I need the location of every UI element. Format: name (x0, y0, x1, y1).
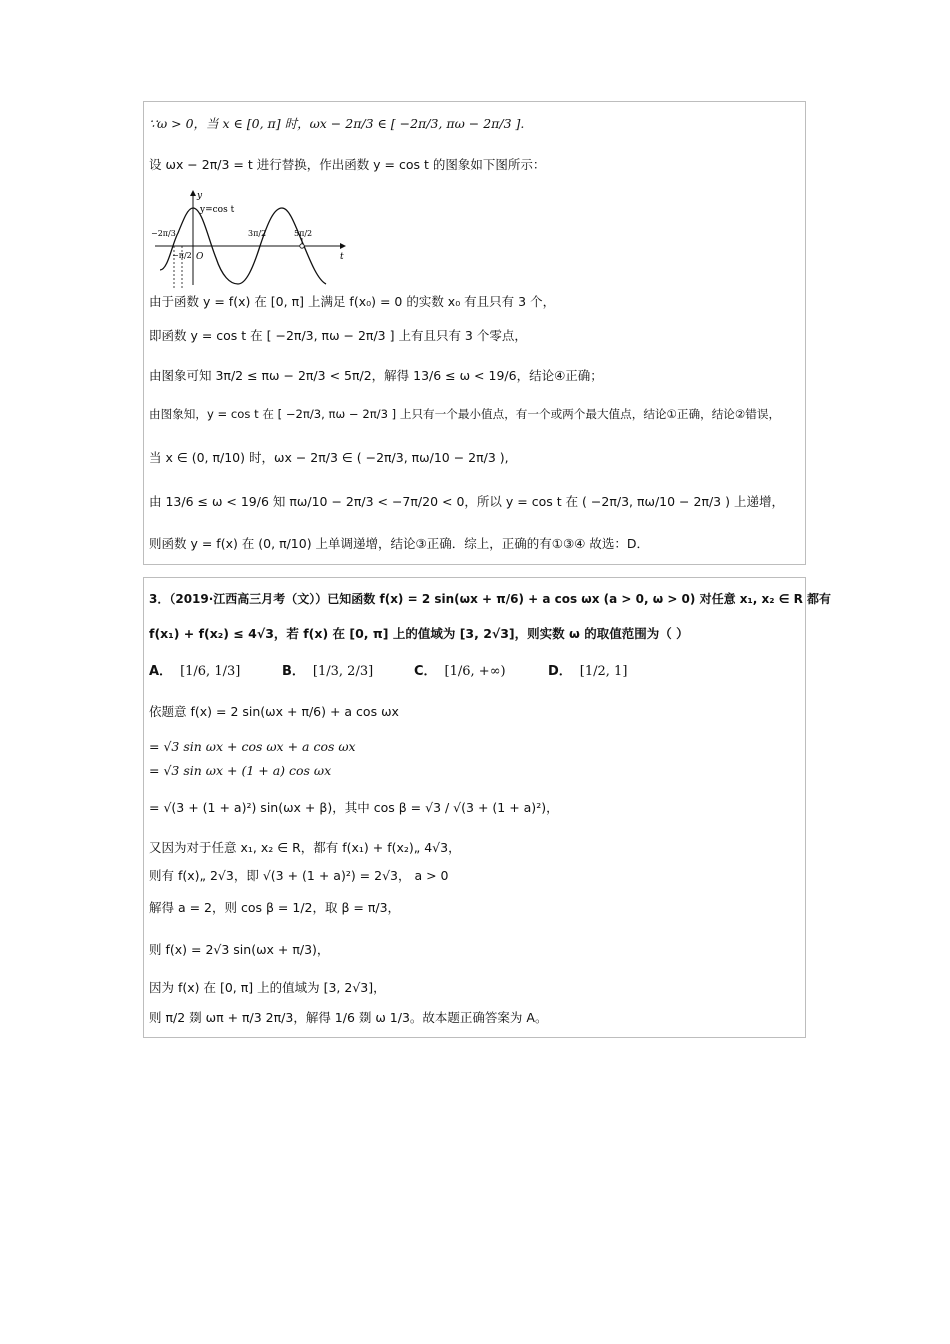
solution-box-1 (143, 101, 806, 565)
solution-line-4: 即函数 y = cos t 在 [ −2π/3, πω − 2π/3 ] 上有且只有 3 个零点， (149, 328, 527, 343)
solution-line-2: 设 ωx − 2π/3 = t 进行替换，作出函数 y = cos t 的图象如下图所示： (149, 157, 546, 172)
question-stem-line-2: f(x₁) + f(x₂) ≤ 4√3，若 f(x) 在 [0, π] 上的值域为 [3, 2√3]，则实数 ω 的取值范围为（ ） (149, 626, 689, 641)
answer-line-8: 则 f(x) = 2√3 sin(ωx + π/3)， (149, 942, 330, 957)
answer-line-6: 则有 f(x)„ 2√3，即 √(3 + (1 + a)²) = 2√3， a > 0 (149, 868, 449, 883)
option-d-value: [1/2, 1] (579, 664, 628, 679)
answer-line-10: 则 π/2 剟 ωπ + π/3 2π/3，解得 1/6 剟 ω 1/3。故本题正确答案为 A。 (149, 1010, 548, 1025)
solution-line-3: 由于函数 y = f(x) 在 [0, π] 上满足 f(x₀) = 0 的实数 x₀ 有且只有 3 个， (149, 294, 556, 309)
option-b-value: [1/3, 2/3] (312, 664, 374, 679)
solution-line-7: 当 x ∈ (0, π/10) 时，ωx − 2π/3 ∈ ( −2π/3, πω/10 − 2π/3 ), (149, 450, 509, 465)
y-axis-label: y (197, 191, 203, 201)
tick-label-5pi-2: 5π/2 (294, 229, 313, 238)
origin-label: O (196, 252, 204, 262)
tick-label-neg-2pi-3: −2π/3 (151, 229, 176, 238)
answer-line-9: 因为 f(x) 在 [0, π] 上的值域为 [3, 2√3]， (149, 980, 386, 995)
x-axis-label: t (340, 252, 344, 262)
option-c-value: [1/6, +∞) (444, 664, 506, 679)
option-d[interactable] (548, 660, 627, 679)
cosine-graph (150, 188, 350, 288)
solution-line-8: 由 13/6 ≤ ω < 19/6 知 πω/10 − 2π/3 < −7π/20 < 0，所以 y = cos t 在 ( −2π/3, πω/10 − 2π/3 ) 上递增， (149, 494, 784, 509)
question-box-3 (143, 577, 832, 1038)
solution-line-6: 由图象知，y = cos t 在 [ −2π/3, πω − 2π/3 ] 上只有一个最小值点，有一个或两个最大值点，结论①正确，结论②错误， (149, 407, 781, 421)
option-d-label: D． (548, 664, 572, 679)
answer-line-7: 解得 a = 2，则 cos β = 1/2，取 β = π/3， (149, 900, 401, 915)
answer-line-2: = √3 sin ωx + cos ωx + a cos ωx (149, 739, 356, 754)
option-b[interactable] (282, 660, 373, 679)
curve-label: y=cos t (200, 205, 235, 215)
option-a-value: [1/6, 1/3] (180, 664, 241, 679)
tick-label-neg-pi-2: −π/2 (172, 251, 192, 260)
tick-label-3pi-2: 3π/2 (248, 229, 267, 238)
answer-line-3: = √3 sin ωx + (1 + a) cos ωx (149, 763, 332, 778)
option-c[interactable] (414, 660, 506, 679)
answer-line-5: 又因为对于任意 x₁, x₂ ∈ R，都有 f(x₁) + f(x₂)„ 4√3， (149, 840, 461, 855)
option-a-label: A． (149, 664, 173, 679)
question-stem-line-1: 3．（2019·江西高三月考（文））已知函数 f(x) = 2 sin(ωx + π/6) + a cos ωx (a > 0, ω > 0) 对任意 x₁, x₂ ∈ R 都有 (149, 592, 832, 606)
answer-line-1: 依题意 f(x) = 2 sin(ωx + π/6) + a cos ωx (149, 704, 399, 719)
solution-line-5: 由图象可知 3π/2 ≤ πω − 2π/3 < 5π/2，解得 13/6 ≤ ω < 19/6，结论④正确； (149, 368, 603, 383)
option-c-label: C． (414, 664, 437, 679)
option-b-label: B． (282, 664, 305, 679)
solution-line-1: ∵ω > 0，当 x ∈ [0, π] 时，ωx − 2π/3 ∈ [ −2π/3, πω − 2π/3 ]. (149, 116, 525, 131)
solution-line-9: 则函数 y = f(x) 在 (0, π/10) 上单调递增，结论③正确．综上，正确的有①③④ 故选：D． (149, 536, 649, 551)
option-a[interactable] (149, 660, 240, 679)
answer-line-4: = √(3 + (1 + a)²) sin(ωx + β)，其中 cos β = √3 / √(3 + (1 + a)²)， (149, 800, 559, 815)
